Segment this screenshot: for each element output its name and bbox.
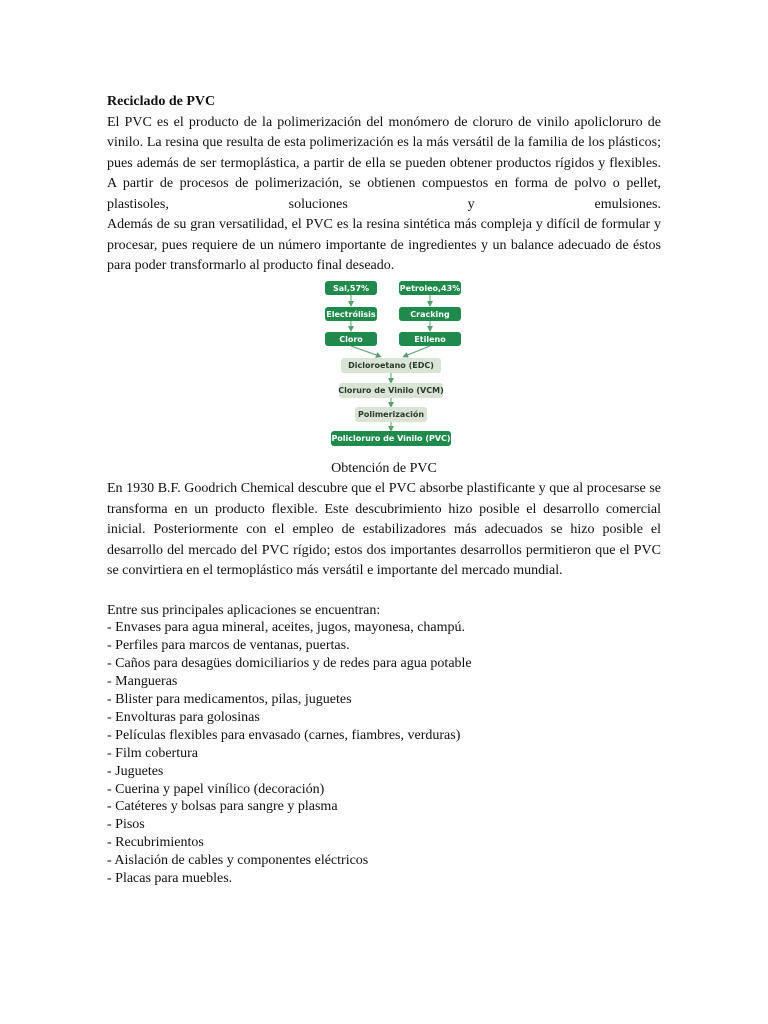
list-item: - Cuerina y papel vinílico (decoración) — [107, 781, 325, 797]
arrow-cloro-edc — [351, 346, 379, 356]
node-polimerizacion-label: Polimerización — [357, 409, 425, 419]
node-petroleo-label: Petroleo,43% — [399, 283, 461, 293]
node-cloro-label: Cloro — [339, 334, 363, 344]
node-cracking-label: Cracking — [410, 309, 450, 319]
list-item: - Placas para muebles. — [107, 871, 233, 887]
list-item: - Mangueras — [107, 674, 178, 690]
node-edc-label: Dicloroetano (EDC) — [348, 360, 434, 370]
figure-caption: Obtención de PVC — [331, 460, 437, 476]
paragraph-versatility: Además de su gran versatilidad, el PVC es la resina sintética más compleja y difícil de formular y procesar, pues requiere de un número importante de ingredientes y un balance adecuado de éstos para poder transformarlo al producto final deseado. — [107, 217, 661, 273]
section-spacer — [107, 582, 661, 602]
pvc-flow-svg — [317, 277, 465, 453]
node-etileno-label: Etileno — [414, 334, 446, 344]
node-electrolisis-label: Electrólisis — [326, 309, 376, 319]
list-item: - Películas flexibles para envasado (carnes, fiambres, verduras) — [107, 727, 461, 743]
applications-intro: Entre sus principales aplicaciones se encuentran: — [107, 602, 381, 618]
pvc-process-diagram — [107, 277, 661, 457]
list-item: - Aislación de cables y componentes eléctricos — [107, 853, 369, 869]
list-item: - Catéteres y bolsas para sangre y plasma — [107, 799, 338, 815]
paragraph-history: En 1930 B.F. Goodrich Chemical descubre que el PVC absorbe plastificante y que al procesarse se transforma en un producto flexible. Este descubrimiento hizo posible el desarrollo comercial inicial. Posteriormente con el empleo de estabilizadores más adecuados se hizo posible el desarrollo del mercado del PVC rígido; estos dos importantes desarrollos permitieron que el PVC se convirtiera en el termoplástico más versátil e importante del mercado mundial. — [107, 481, 661, 578]
list-item: - Film cobertura — [107, 745, 198, 761]
list-item: - Blister para medicamentos, pilas, juguetes — [107, 692, 352, 708]
node-pvc-label: Policloruro de Vinilo (PVC) — [331, 433, 451, 443]
applications-list — [107, 619, 661, 888]
list-item: - Pisos — [107, 817, 145, 833]
document-title: Reciclado de PVC — [107, 94, 216, 109]
document-body — [107, 92, 661, 888]
paragraph-definition: El PVC es el producto de la polimerización del monómero de cloruro de vinilo apolicloruro de vinilo. La resina que resulta de esta polimerización es la más versátil de la familia de los plásticos; pues además de ser termoplástica, a partir de ella se pueden obtener productos rígidos y flexibles. A partir de procesos de polimerización, se obtienen compuestos en forma de polvo o pellet, plastisoles, soluciones y emulsiones. — [107, 114, 661, 212]
arrow-etileno-edc — [405, 346, 430, 356]
list-item: - Envases para agua mineral, aceites, jugos, mayonesa, champú. — [107, 620, 466, 636]
node-sal-label: Sal,57% — [332, 283, 370, 293]
list-item: - Perfiles para marcos de ventanas, puertas. — [107, 638, 350, 654]
list-item: - Juguetes — [107, 763, 164, 779]
list-item: - Caños para desagües domiciliarios y de redes para agua potable — [107, 656, 472, 672]
node-vcm-label: Cloruro de Vinilo (VCM) — [338, 385, 444, 395]
list-item: - Envolturas para golosinas — [107, 709, 260, 725]
list-item: - Recubrimientos — [107, 835, 204, 851]
